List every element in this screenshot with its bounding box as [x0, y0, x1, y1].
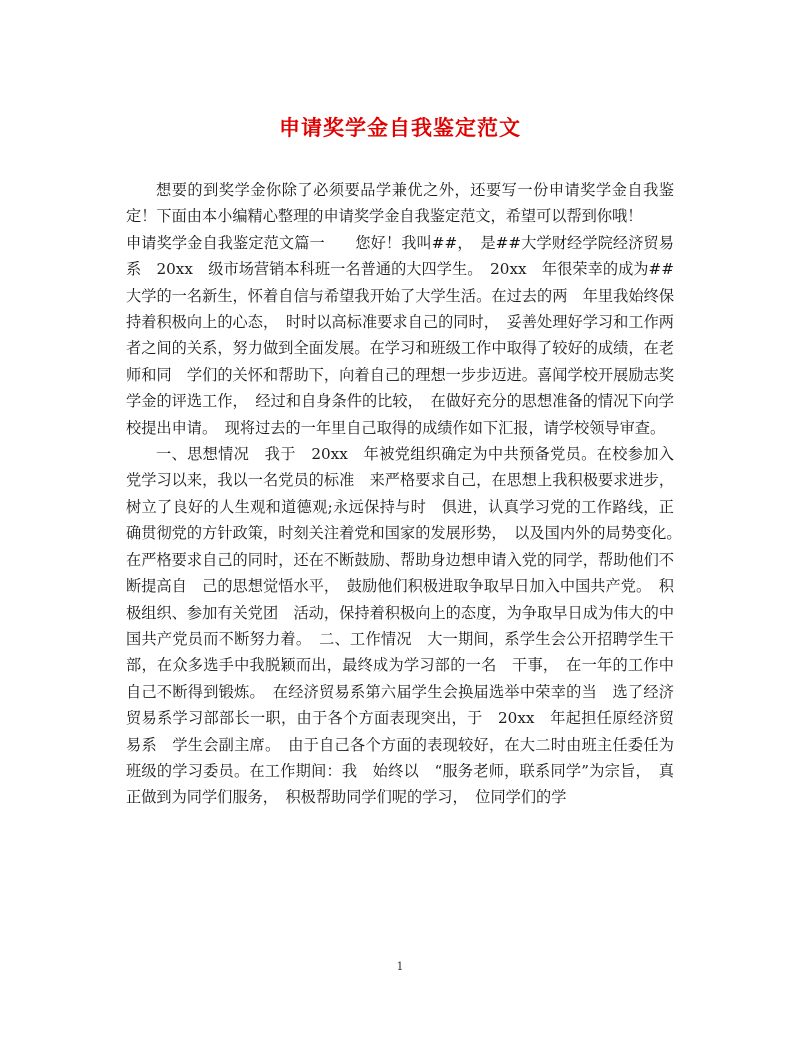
intro-paragraph: 想要的到奖学金你除了必须要品学兼优之外，还要写一份申请奖学金自我鉴定！下面由本小编精心整理的申请奖学金自我鉴定范文，希望可以帮到你哦！	[126, 181, 674, 226]
thought-and-work-paragraph: 一、思想情况 我于 20xx 年被党组织确定为中共预备党员。在校参加入党学习以来，我以一名党员的标准 来严格要求自己，在思想上我积极要求进步，树立了良好的人生观和道德观;永远保持与时 俱进，认真学习党的工作路线，正确贯彻党的方针政策，时刻关注着党和国家的发展形势， 以及国内外的局势变化。 在严格要求自己的同时，还在不断鼓励、帮助身边想申请入党的同学，帮助他们不断提高自 己的思想觉悟水平， 鼓励他们积极进取争取早日加入中国共产党。 积极组织、参加有关党团 活动，保持着积极向上的态度，为争取早日成为伟大的中国共产党员而不断努力着。 二、工作情况 大一期间，系学生会公开招聘学生干部，在众多选手中我脱颖而出，最终成为学习部的一名 干事， 在一年的工作中自己不断得到锻炼。 在经济贸易系第六届学生会换届选举中荣幸的当 选了经济贸易系学习部部长一职，由于各个方面表现突出，于 20xx 年起担任原经济贸易系 学生会副主席。 由于自己各个方面的表现较好，在大二时由班主任委任为班级的学习委员。在工作期间：我 始终以 “服务老师，联系同学”为宗旨， 真正做到为同学们服务， 积极帮助同学们呢的学习， 位同学们的学	[126, 445, 690, 807]
document-title: 申请奖学金自我鉴定范文	[279, 115, 521, 140]
document-body	[126, 177, 690, 811]
sample-one-paragraph: 申请奖学金自我鉴定范文篇一 您好！我叫##， 是##大学财经学院经济贸易系 20xx 级市场营销本科班一名普通的大四学生。 20xx 年很荣幸的成为##大学的一名新生，怀着自信与希望我开始了大学生活。在过去的两 年里我始终保持着积极向上的心态， 时时以高标准要求自己的同时， 妥善处理好学习和工作两者之间的关系，努力做到全面发展。在学习和班级工作中取得了较好的成绩，在老师和同 学们的关怀和帮助下，向着自己的理想一步步迈进。喜闻学校开展励志奖学金的评选工作， 经过和自身条件的比较， 在做好充分的思想准备的情况下向学校提出申请。 现将过去的一年里自己取得的成绩作如下汇报，请学校领导审查。	[126, 233, 674, 437]
page-number: 1	[396, 960, 404, 973]
